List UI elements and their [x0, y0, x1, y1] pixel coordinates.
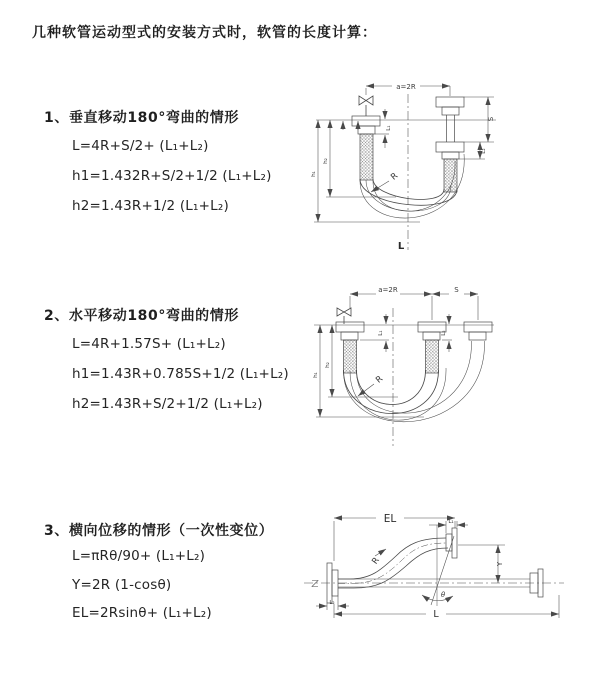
d3-label-theta: θ: [440, 591, 446, 599]
dimension-l: [334, 595, 559, 618]
d3-label-y: Y: [496, 561, 504, 567]
section3-formula-L: L=πRθ/90+ (L₁+L₂): [72, 548, 206, 564]
break-mark: [312, 581, 318, 587]
section2-heading: 2、水平移动180°弯曲的情形: [44, 308, 239, 324]
hose-u-bend-moved: [343, 341, 484, 422]
section1-formula-h1: h1=1.432R+S/2+1/2 (L₁+L₂): [72, 168, 272, 184]
left-fitting: [336, 322, 364, 373]
d2-label-r: R: [374, 374, 386, 386]
d1-label-l2: L₂: [481, 148, 487, 154]
hose-u-bend: [360, 179, 457, 205]
d2-label-h1: h₁: [313, 372, 319, 378]
section1-heading: 1、垂直移动180°弯曲的情形: [44, 110, 239, 126]
straight-pipe: [338, 579, 530, 587]
diagram-lateral-displacement: [296, 500, 600, 624]
section2-formula-h2: h2=1.43R+S/2+1/2 (L₁+L₂): [72, 396, 263, 412]
d3-label-l2: L₂: [329, 600, 335, 606]
d1-label-s: S: [487, 116, 495, 122]
dimension-a2r-s: [350, 294, 478, 320]
section3-formula-EL: EL=2Rsinθ+ (L₁+L₂): [72, 605, 212, 621]
diagram-vertical-180-bend: [308, 72, 600, 267]
dimension-l1: [360, 314, 389, 352]
d1-label-l: L: [397, 241, 405, 252]
d2-label-a2r: a=2R: [378, 286, 398, 294]
middle-fitting: [418, 322, 446, 373]
section3-formula-Y: Y=2R (1-cosθ): [72, 577, 172, 593]
diagram-horizontal-180-bend: [308, 278, 600, 463]
radius-leader: [375, 549, 386, 556]
page-title: 几种软管运动型式的安装方式时，软管的长度计算：: [32, 25, 377, 41]
left-fitting: [352, 116, 380, 180]
hose-u-bend: [344, 370, 439, 414]
valve-icon: [359, 96, 373, 116]
d2-label-h2: h₂: [325, 362, 331, 368]
d1-label-l1: L₁: [386, 125, 392, 131]
dimension-h1-h2: [316, 325, 424, 417]
d3-label-l1: L₁: [448, 519, 454, 525]
section2-formula-h1: h1=1.43R+0.785S+1/2 (L₁+L₂): [72, 366, 289, 382]
section3-heading: 3、横向位移的情形（一次性变位）: [44, 523, 274, 539]
d2-label-l2: L₂: [441, 330, 447, 336]
d3-label-l: L: [433, 609, 439, 620]
angle-theta: [422, 525, 454, 606]
d3-label-r: R: [370, 555, 382, 567]
d1-label-r: R: [389, 171, 401, 183]
d2-label-s: S: [454, 286, 459, 294]
right-fitting: [464, 322, 492, 340]
d1-label-h2: h₂: [323, 158, 329, 164]
d2-label-l1: L₁: [378, 330, 384, 336]
section1-formula-h2: h2=1.43R+1/2 (L₁+L₂): [72, 198, 229, 214]
d3-label-el: EL: [383, 513, 397, 525]
valve-icon: [337, 308, 351, 324]
s-curve-hose: [338, 538, 448, 588]
d1-label-a2r: a=2R: [396, 83, 416, 91]
section1-formula-L: L=4R+S/2+ (L₁+L₂): [72, 138, 209, 154]
right-fitting: [436, 97, 464, 192]
d1-label-h1: h₁: [311, 171, 317, 177]
section2-formula-L: L=4R+1.57S+ (L₁+L₂): [72, 336, 226, 352]
